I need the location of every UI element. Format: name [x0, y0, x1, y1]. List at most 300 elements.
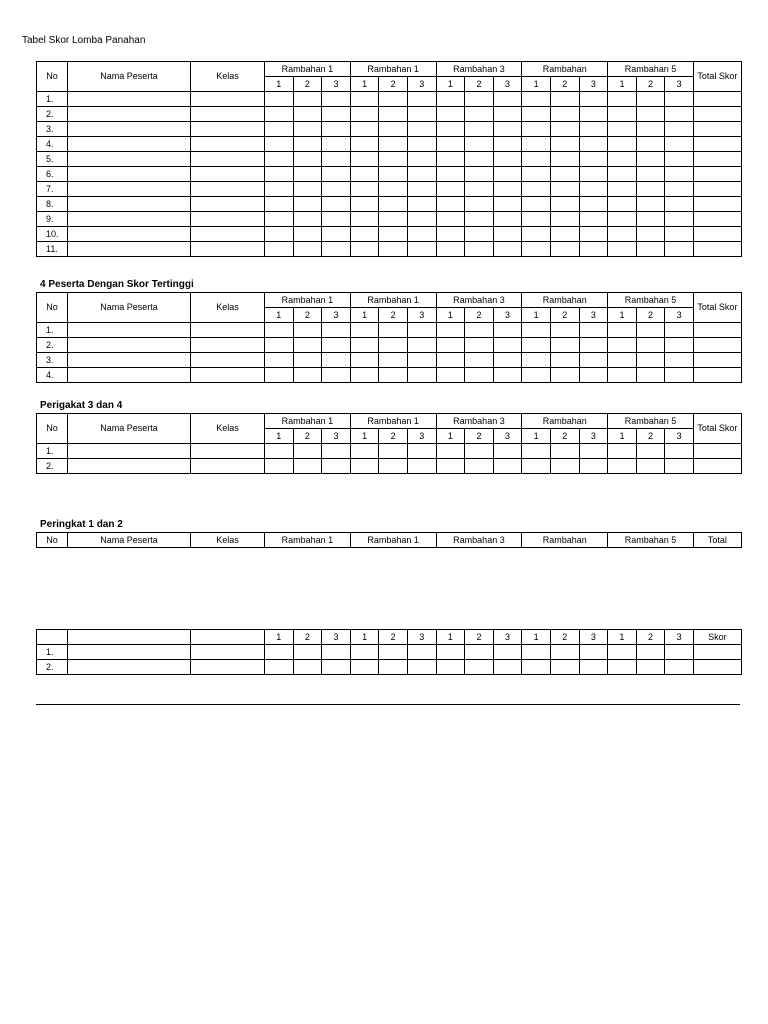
empty-cell	[322, 459, 351, 474]
empty-cell	[322, 122, 351, 137]
empty-cell	[493, 444, 522, 459]
empty-cell	[608, 227, 637, 242]
empty-cell	[350, 645, 379, 660]
header-skor: Skor	[693, 630, 741, 645]
header-shot: 1	[265, 308, 294, 323]
empty-cell	[322, 660, 351, 675]
empty-cell	[265, 660, 294, 675]
header-round: Rambahan 1	[350, 414, 436, 429]
empty-cell	[550, 459, 579, 474]
empty-cell	[265, 167, 294, 182]
empty-cell	[191, 137, 265, 152]
empty-cell	[68, 137, 191, 152]
empty-cell	[493, 459, 522, 474]
empty-cell	[550, 197, 579, 212]
header-round: Rambahan 1	[350, 533, 436, 548]
empty-cell	[350, 338, 379, 353]
empty-cell	[265, 227, 294, 242]
header-no: No	[37, 62, 68, 92]
empty-cell	[322, 197, 351, 212]
empty-cell	[693, 660, 741, 675]
header-shot: 2	[465, 77, 494, 92]
empty-cell	[407, 197, 436, 212]
empty-cell	[265, 212, 294, 227]
empty-cell	[436, 242, 465, 257]
empty-cell	[407, 368, 436, 383]
empty-cell	[608, 338, 637, 353]
empty-cell	[407, 152, 436, 167]
empty-cell	[636, 197, 665, 212]
empty-cell	[191, 182, 265, 197]
table-row	[37, 197, 742, 212]
empty-cell	[379, 182, 408, 197]
empty-cell	[465, 353, 494, 368]
header-shot: 1	[436, 429, 465, 444]
header-shot: 3	[493, 308, 522, 323]
empty-cell	[665, 338, 694, 353]
empty-cell	[436, 212, 465, 227]
header-shot: 3	[665, 77, 694, 92]
empty-cell	[665, 660, 694, 675]
empty-cell	[379, 212, 408, 227]
empty-cell	[693, 338, 741, 353]
empty-cell	[350, 92, 379, 107]
header-shot: 3	[493, 630, 522, 645]
empty-cell	[191, 323, 265, 338]
empty-cell	[379, 137, 408, 152]
header-shot: 3	[322, 77, 351, 92]
empty-cell	[636, 212, 665, 227]
empty-cell	[191, 645, 265, 660]
empty-cell	[293, 353, 322, 368]
empty-cell	[436, 338, 465, 353]
table-row	[37, 242, 742, 257]
empty-cell	[350, 227, 379, 242]
empty-cell	[191, 459, 265, 474]
empty-cell	[265, 197, 294, 212]
empty-cell	[579, 122, 608, 137]
empty-cell	[465, 122, 494, 137]
empty-cell	[636, 645, 665, 660]
header-shot: 3	[407, 429, 436, 444]
row-number: 10.	[37, 227, 68, 242]
header-shot: 2	[636, 429, 665, 444]
empty-cell	[636, 92, 665, 107]
row-number: 1.	[37, 92, 68, 107]
table-row	[37, 137, 742, 152]
header-class: Kelas	[191, 533, 265, 548]
table-row	[37, 444, 742, 459]
empty-cell	[407, 353, 436, 368]
empty-cell	[522, 353, 551, 368]
header-shot: 3	[579, 308, 608, 323]
empty-cell	[379, 645, 408, 660]
header-no: No	[37, 293, 68, 323]
empty-cell	[379, 459, 408, 474]
empty-cell	[293, 137, 322, 152]
empty-cell	[693, 645, 741, 660]
table-header-row	[37, 293, 742, 308]
header-shot: 3	[407, 308, 436, 323]
empty-cell	[550, 107, 579, 122]
header-no: No	[37, 414, 68, 444]
empty-cell	[350, 212, 379, 227]
table-row	[37, 660, 742, 675]
header-round: Rambahan 5	[608, 414, 694, 429]
header-shot: 2	[550, 429, 579, 444]
empty-cell	[550, 152, 579, 167]
header-shot: 2	[550, 630, 579, 645]
empty-cell	[379, 122, 408, 137]
empty-cell	[665, 197, 694, 212]
empty-cell	[322, 242, 351, 257]
empty-cell	[293, 152, 322, 167]
empty-cell	[191, 152, 265, 167]
empty-cell	[322, 182, 351, 197]
empty-cell	[293, 167, 322, 182]
header-round: Rambahan 1	[265, 62, 351, 77]
header-no: No	[37, 533, 68, 548]
empty-cell	[322, 212, 351, 227]
table-row	[37, 107, 742, 122]
header-round: Rambahan	[522, 414, 608, 429]
empty-cell	[322, 107, 351, 122]
empty-cell	[68, 212, 191, 227]
table-header-row	[37, 414, 742, 429]
bottom-rule	[36, 704, 740, 705]
empty-cell	[350, 182, 379, 197]
header-name: Nama Peserta	[68, 414, 191, 444]
empty-cell	[265, 182, 294, 197]
row-number: 1.	[37, 645, 68, 660]
empty-cell	[608, 182, 637, 197]
empty-cell	[465, 227, 494, 242]
table-row	[37, 459, 742, 474]
empty-cell	[465, 167, 494, 182]
empty-cell	[350, 242, 379, 257]
row-number: 1.	[37, 323, 68, 338]
empty-cell	[322, 323, 351, 338]
table-row	[37, 323, 742, 338]
empty-cell	[608, 242, 637, 257]
empty-cell	[693, 167, 741, 182]
empty-cell	[636, 107, 665, 122]
empty-cell	[579, 353, 608, 368]
empty-cell	[68, 645, 191, 660]
empty-cell	[293, 660, 322, 675]
row-number: 7.	[37, 182, 68, 197]
empty-cell	[522, 92, 551, 107]
header-class: Kelas	[191, 414, 265, 444]
empty-cell	[608, 353, 637, 368]
empty-cell	[665, 167, 694, 182]
empty-cell	[379, 227, 408, 242]
empty-cell	[693, 197, 741, 212]
empty-cell	[579, 242, 608, 257]
empty-cell	[579, 323, 608, 338]
empty-cell	[293, 122, 322, 137]
section-heading-rank34: Perigakat 3 dan 4	[40, 400, 123, 411]
row-number: 2.	[37, 660, 68, 675]
empty-cell	[493, 107, 522, 122]
empty-cell	[350, 459, 379, 474]
empty-cell	[265, 137, 294, 152]
empty-cell	[191, 212, 265, 227]
empty-cell	[68, 182, 191, 197]
empty-cell	[693, 152, 741, 167]
empty-cell	[608, 122, 637, 137]
header-shot: 3	[407, 77, 436, 92]
header-shot: 2	[379, 429, 408, 444]
empty-cell	[407, 227, 436, 242]
header-shot: 3	[407, 630, 436, 645]
header-shot: 2	[379, 308, 408, 323]
empty-cell	[522, 152, 551, 167]
empty-cell	[322, 353, 351, 368]
empty-cell	[407, 323, 436, 338]
empty-cell	[322, 338, 351, 353]
empty-cell	[693, 212, 741, 227]
header-round: Rambahan 1	[265, 533, 351, 548]
table-row	[37, 122, 742, 137]
empty-cell	[293, 242, 322, 257]
empty-cell	[407, 107, 436, 122]
empty-cell	[579, 227, 608, 242]
header-shot: 1	[350, 630, 379, 645]
empty-cell	[407, 92, 436, 107]
header-class: Kelas	[191, 293, 265, 323]
empty-cell	[379, 368, 408, 383]
empty-cell	[350, 122, 379, 137]
empty-cell	[465, 338, 494, 353]
empty-cell	[379, 338, 408, 353]
header-shot: 3	[493, 429, 522, 444]
empty-cell	[68, 353, 191, 368]
empty-cell	[522, 338, 551, 353]
empty-cell	[665, 444, 694, 459]
header-shot: 1	[265, 630, 294, 645]
header-shot: 2	[379, 630, 408, 645]
empty-cell	[465, 645, 494, 660]
empty-cell	[636, 338, 665, 353]
empty-cell	[493, 167, 522, 182]
empty-cell	[608, 107, 637, 122]
empty-cell	[37, 630, 68, 645]
empty-cell	[379, 107, 408, 122]
header-total: Total Skor	[693, 414, 741, 444]
score-table-top4	[36, 292, 742, 383]
header-shot: 1	[608, 630, 637, 645]
empty-cell	[265, 645, 294, 660]
empty-cell	[636, 137, 665, 152]
header-shot: 2	[293, 630, 322, 645]
empty-cell	[579, 92, 608, 107]
empty-cell	[665, 107, 694, 122]
empty-cell	[436, 92, 465, 107]
empty-cell	[693, 107, 741, 122]
row-number: 4.	[37, 368, 68, 383]
header-shot: 3	[665, 308, 694, 323]
section-heading-top4: 4 Peserta Dengan Skor Tertinggi	[40, 279, 194, 290]
empty-cell	[407, 645, 436, 660]
header-shot: 1	[436, 308, 465, 323]
table-row	[37, 368, 742, 383]
empty-cell	[579, 182, 608, 197]
empty-cell	[579, 137, 608, 152]
empty-cell	[693, 182, 741, 197]
empty-cell	[293, 645, 322, 660]
empty-cell	[608, 459, 637, 474]
empty-cell	[379, 92, 408, 107]
header-round: Rambahan	[522, 293, 608, 308]
empty-cell	[693, 444, 741, 459]
empty-cell	[693, 137, 741, 152]
header-round: Rambahan	[522, 533, 608, 548]
empty-cell	[265, 459, 294, 474]
empty-cell	[322, 444, 351, 459]
empty-cell	[293, 227, 322, 242]
header-shot: 1	[350, 77, 379, 92]
header-shot: 2	[465, 429, 494, 444]
empty-cell	[608, 660, 637, 675]
table-row	[37, 167, 742, 182]
empty-cell	[436, 197, 465, 212]
empty-cell	[379, 660, 408, 675]
empty-cell	[665, 182, 694, 197]
empty-cell	[579, 459, 608, 474]
empty-cell	[436, 353, 465, 368]
header-shot: 2	[636, 308, 665, 323]
empty-cell	[407, 242, 436, 257]
header-shot: 3	[665, 429, 694, 444]
empty-cell	[68, 323, 191, 338]
empty-cell	[550, 242, 579, 257]
empty-cell	[436, 368, 465, 383]
header-shot: 2	[636, 630, 665, 645]
header-shot: 3	[579, 429, 608, 444]
empty-cell	[436, 660, 465, 675]
empty-cell	[465, 242, 494, 257]
header-round: Rambahan 1	[265, 293, 351, 308]
empty-cell	[608, 368, 637, 383]
header-shot: 2	[550, 77, 579, 92]
empty-cell	[550, 212, 579, 227]
header-shot: 1	[436, 630, 465, 645]
header-shot: 2	[379, 77, 408, 92]
empty-cell	[522, 167, 551, 182]
empty-cell	[636, 122, 665, 137]
empty-cell	[493, 645, 522, 660]
empty-cell	[379, 323, 408, 338]
header-shot: 1	[608, 308, 637, 323]
header-shot: 1	[522, 77, 551, 92]
empty-cell	[293, 92, 322, 107]
empty-cell	[636, 459, 665, 474]
empty-cell	[608, 137, 637, 152]
row-number: 3.	[37, 122, 68, 137]
empty-cell	[265, 92, 294, 107]
empty-cell	[436, 152, 465, 167]
empty-cell	[665, 227, 694, 242]
empty-cell	[493, 338, 522, 353]
empty-cell	[693, 242, 741, 257]
empty-cell	[265, 152, 294, 167]
empty-cell	[191, 197, 265, 212]
empty-cell	[522, 242, 551, 257]
empty-cell	[522, 137, 551, 152]
empty-cell	[407, 338, 436, 353]
empty-cell	[322, 167, 351, 182]
header-round: Rambahan	[522, 62, 608, 77]
empty-cell	[493, 92, 522, 107]
table-header-row	[37, 533, 742, 548]
header-shot: 1	[522, 630, 551, 645]
empty-cell	[550, 122, 579, 137]
header-shot: 1	[350, 429, 379, 444]
header-round: Rambahan 5	[608, 62, 694, 77]
header-shot: 2	[293, 308, 322, 323]
empty-cell	[608, 444, 637, 459]
empty-cell	[579, 660, 608, 675]
empty-cell	[293, 107, 322, 122]
empty-cell	[579, 212, 608, 227]
empty-cell	[608, 92, 637, 107]
table-row	[37, 227, 742, 242]
header-shot: 3	[493, 77, 522, 92]
empty-cell	[350, 660, 379, 675]
empty-cell	[522, 459, 551, 474]
empty-cell	[379, 197, 408, 212]
empty-cell	[350, 368, 379, 383]
table-row	[37, 353, 742, 368]
empty-cell	[293, 444, 322, 459]
empty-cell	[493, 353, 522, 368]
empty-cell	[436, 645, 465, 660]
empty-cell	[293, 338, 322, 353]
score-table-main	[36, 61, 742, 257]
empty-cell	[265, 323, 294, 338]
empty-cell	[293, 197, 322, 212]
empty-cell	[407, 137, 436, 152]
empty-cell	[693, 122, 741, 137]
header-round: Rambahan 3	[436, 414, 522, 429]
empty-cell	[665, 459, 694, 474]
empty-cell	[407, 122, 436, 137]
header-shot: 3	[322, 308, 351, 323]
empty-cell	[191, 227, 265, 242]
empty-cell	[322, 645, 351, 660]
empty-cell	[579, 645, 608, 660]
empty-cell	[522, 444, 551, 459]
empty-cell	[350, 353, 379, 368]
empty-cell	[493, 212, 522, 227]
empty-cell	[550, 323, 579, 338]
empty-cell	[665, 323, 694, 338]
section-heading-rank12: Peringkat 1 dan 2	[40, 519, 123, 530]
empty-cell	[693, 227, 741, 242]
header-shot: 2	[636, 77, 665, 92]
score-table-rank12-body	[36, 629, 742, 675]
empty-cell	[293, 368, 322, 383]
row-number: 11.	[37, 242, 68, 257]
empty-cell	[665, 645, 694, 660]
table-row	[37, 182, 742, 197]
empty-cell	[522, 212, 551, 227]
empty-cell	[550, 645, 579, 660]
empty-cell	[322, 368, 351, 383]
header-round: Rambahan 5	[608, 533, 694, 548]
empty-cell	[665, 122, 694, 137]
